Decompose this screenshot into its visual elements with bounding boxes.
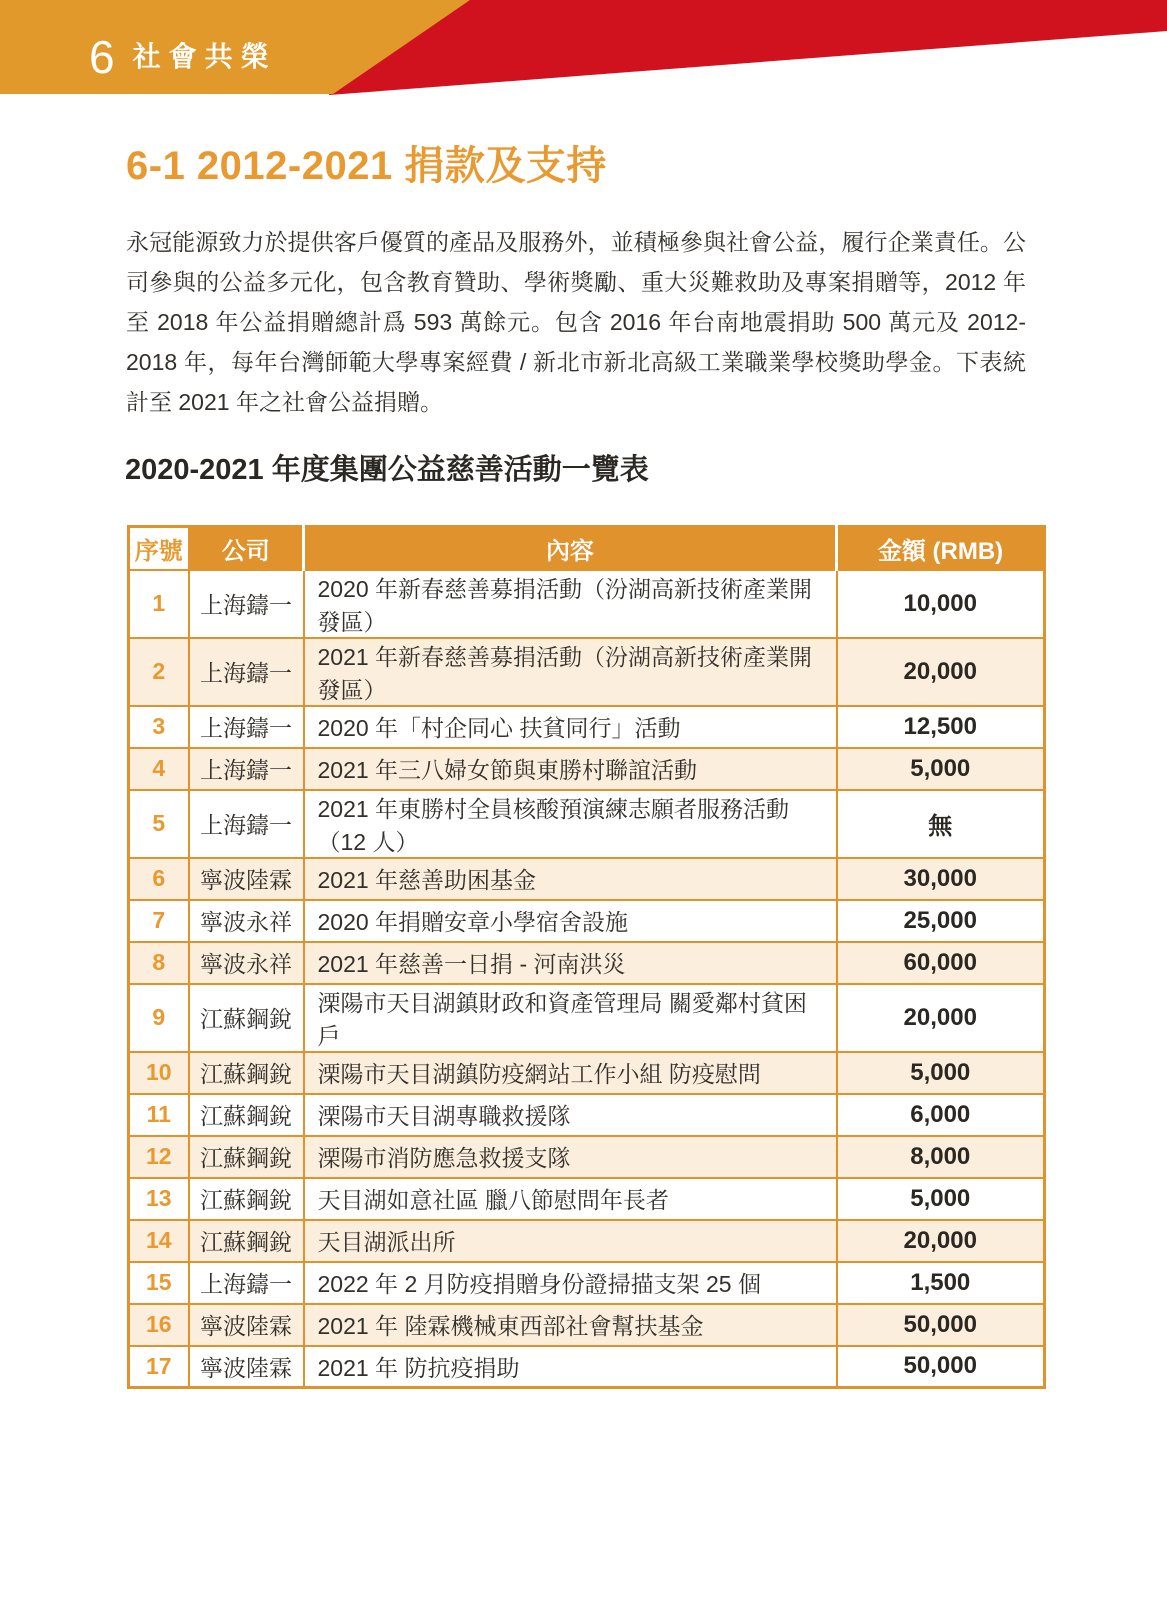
table-row [129, 1052, 1045, 1094]
row-16-company: 寧波陸霖 [189, 1304, 304, 1346]
column-header-amount: 金額 (RMB) [837, 527, 1045, 570]
row-11-amount: 6,000 [837, 1094, 1045, 1136]
table-row [129, 1220, 1045, 1262]
intro-paragraph: 永冠能源致力於提供客戶優質的產品及服務外，並積極參與社會公益，履行企業責任。公司參與的公益多元化，包含教育贊助、學術獎勵、重大災難救助及專案捐贈等，2012 年至 2018 年公益捐贈總計爲 593 萬餘元。包含 2016 年台南地震捐助 500 萬元及 2012-2018 年，每年台灣師範大學專案經費 / 新北市新北高級工業職業學校獎助學金。下表統計至 2021 年之社會公益捐贈。 [126, 229, 1026, 415]
table-row [129, 858, 1045, 900]
row-2-company: 上海鑄一 [189, 638, 304, 706]
row-9-company: 江蘇鋼銳 [189, 984, 304, 1052]
row-10-no: 10 [129, 1052, 189, 1094]
table-row [129, 942, 1045, 984]
chapter-title: 社會共榮 [132, 41, 277, 72]
row-4-amount: 5,000 [837, 748, 1045, 790]
row-8-amount: 60,000 [837, 942, 1045, 984]
row-4-company: 上海鑄一 [189, 748, 304, 790]
row-1-no: 1 [129, 570, 189, 638]
row-5-no: 5 [129, 790, 189, 858]
row-6-no: 6 [129, 858, 189, 900]
table-row [129, 1304, 1045, 1346]
table-header-row [129, 527, 1045, 570]
row-17-company: 寧波陸霖 [189, 1346, 304, 1388]
row-14-company: 江蘇鋼銳 [189, 1220, 304, 1262]
table-row [129, 570, 1045, 638]
table-row [129, 1262, 1045, 1304]
donation-table-body [129, 570, 1045, 1388]
row-16-content: 2021 年 陸霖機械東西部社會幫扶基金 [304, 1304, 837, 1346]
column-header-no: 序號 [129, 527, 189, 570]
row-14-no: 14 [129, 1220, 189, 1262]
row-8-content: 2021 年慈善一日捐 - 河南洪災 [304, 942, 837, 984]
row-7-no: 7 [129, 900, 189, 942]
row-12-no: 12 [129, 1136, 189, 1178]
row-2-no: 2 [129, 638, 189, 706]
row-5-company: 上海鑄一 [189, 790, 304, 858]
row-15-no: 15 [129, 1262, 189, 1304]
row-1-content: 2020 年新春慈善募捐活動（汾湖高新技術產業開發區） [304, 570, 837, 638]
row-3-company: 上海鑄一 [189, 706, 304, 748]
row-16-amount: 50,000 [837, 1304, 1045, 1346]
row-3-no: 3 [129, 706, 189, 748]
row-7-content: 2020 年捐贈安章小學宿舍設施 [304, 900, 837, 942]
row-15-company: 上海鑄一 [189, 1262, 304, 1304]
row-3-content: 2020 年「村企同心 扶貧同行」活動 [304, 706, 837, 748]
row-8-no: 8 [129, 942, 189, 984]
row-9-amount: 20,000 [837, 984, 1045, 1052]
row-1-company: 上海鑄一 [189, 570, 304, 638]
row-1-amount: 10,000 [837, 570, 1045, 638]
row-12-amount: 8,000 [837, 1136, 1045, 1178]
row-12-company: 江蘇鋼銳 [189, 1136, 304, 1178]
table-row [129, 1178, 1045, 1220]
chapter-banner [0, 0, 1167, 100]
row-17-amount: 50,000 [837, 1346, 1045, 1388]
row-3-amount: 12,500 [837, 706, 1045, 748]
row-11-no: 11 [129, 1094, 189, 1136]
row-15-amount: 1,500 [837, 1262, 1045, 1304]
row-9-no: 9 [129, 984, 189, 1052]
table-row [129, 1136, 1045, 1178]
row-6-amount: 30,000 [837, 858, 1045, 900]
table-row [129, 790, 1045, 858]
row-13-no: 13 [129, 1178, 189, 1220]
row-11-content: 溧陽市天目湖專職救援隊 [304, 1094, 837, 1136]
row-10-amount: 5,000 [837, 1052, 1045, 1094]
row-10-content: 溧陽市天目湖鎮防疫網站工作小組 防疫慰問 [304, 1052, 837, 1094]
row-16-no: 16 [129, 1304, 189, 1346]
row-15-content: 2022 年 2 月防疫捐贈身份證掃描支架 25 個 [304, 1262, 837, 1304]
row-2-amount: 20,000 [837, 638, 1045, 706]
table-row [129, 984, 1045, 1052]
row-5-content: 2021 年東勝村全員核酸預演練志願者服務活動（12 人） [304, 790, 837, 858]
row-13-content: 天目湖如意社區 臘八節慰問年長者 [304, 1178, 837, 1220]
row-7-amount: 25,000 [837, 900, 1045, 942]
table-row [129, 900, 1045, 942]
row-4-no: 4 [129, 748, 189, 790]
column-header-company: 公司 [189, 527, 304, 570]
row-11-company: 江蘇鋼銳 [189, 1094, 304, 1136]
row-14-content: 天目湖派出所 [304, 1220, 837, 1262]
row-2-content: 2021 年新春慈善募捐活動（汾湖高新技術產業開發區） [304, 638, 837, 706]
donation-table [127, 525, 1046, 1389]
table-row [129, 748, 1045, 790]
table-row [129, 1346, 1045, 1388]
row-8-company: 寧波永祥 [189, 942, 304, 984]
row-6-company: 寧波陸霖 [189, 858, 304, 900]
row-14-amount: 20,000 [837, 1220, 1045, 1262]
row-6-content: 2021 年慈善助困基金 [304, 858, 837, 900]
row-7-company: 寧波永祥 [189, 900, 304, 942]
row-4-content: 2021 年三八婦女節與東勝村聯誼活動 [304, 748, 837, 790]
column-header-content: 內容 [304, 527, 837, 570]
row-12-content: 溧陽市消防應急救援支隊 [304, 1136, 837, 1178]
row-17-content: 2021 年 防抗疫捐助 [304, 1346, 837, 1388]
row-9-content: 溧陽市天目湖鎮財政和資產管理局 關愛鄰村貧困戶 [304, 984, 837, 1052]
row-13-company: 江蘇鋼銳 [189, 1178, 304, 1220]
table-caption: 2020-2021 年度集團公益慈善活動一覽表 [125, 454, 649, 486]
row-10-company: 江蘇鋼銳 [189, 1052, 304, 1094]
table-row [129, 1094, 1045, 1136]
row-13-amount: 5,000 [837, 1178, 1045, 1220]
section-title: 6-1 2012-2021 捐款及支持 [126, 144, 607, 188]
table-row [129, 638, 1045, 706]
chapter-number: 6 [89, 31, 115, 83]
chapter-label [89, 31, 277, 83]
row-5-amount: 無 [837, 790, 1045, 858]
row-17-no: 17 [129, 1346, 189, 1388]
table-row [129, 706, 1045, 748]
